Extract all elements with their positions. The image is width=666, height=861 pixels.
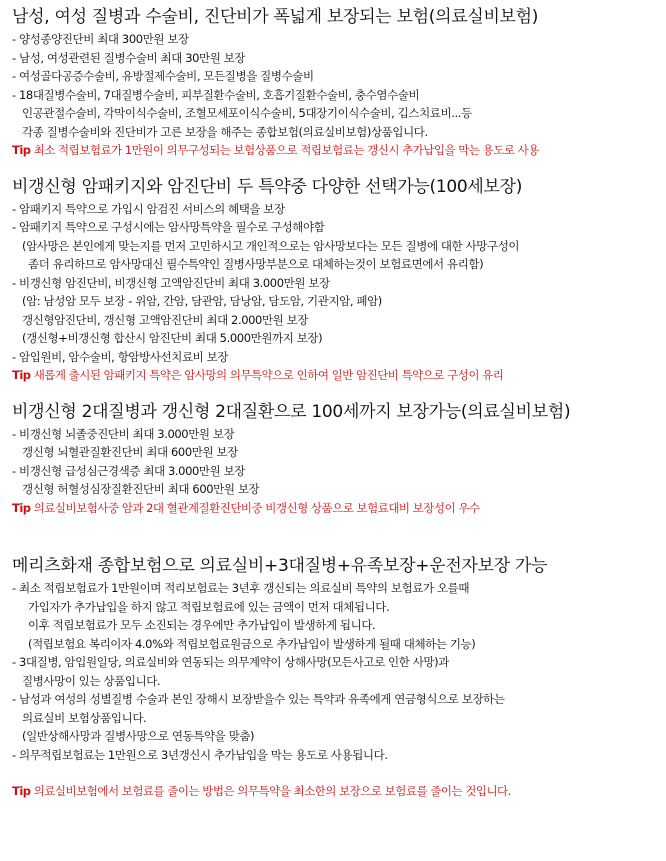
section-heading: 남성, 여성 질병과 수술비, 진단비가 폭넓게 보장되는 보험(의료실비보험) — [12, 7, 539, 27]
tip-note — [12, 782, 660, 801]
tip-text: 최소 적립보험료가 1만원이 의무구성되는 보험상품으로 적립보험료는 갱신시 추가납입을 막는 용도로 사용 — [33, 143, 539, 157]
list-item: - 암입원비, 암수술비, 항암방사선치료비 보장 — [12, 349, 229, 364]
section-heading: 메리츠화재 종합보험으로 의료실비+3대질병+유족보장+운전자보장 가능 — [12, 556, 548, 576]
list-item-continuation: (일반상해사망과 질병사망으로 연동특약을 맞춤) — [22, 729, 255, 743]
tip-text: 의료실비보험사중 암과 2대 혈관계질환진단비중 비갱신형 상품으로 보험료대비 보장성이 우수 — [33, 500, 480, 515]
list-item: - 암패키지 특약으로 구성시에는 암사망특약을 필수로 구성해야함 — [12, 220, 325, 234]
tip-label: Tip — [12, 143, 31, 157]
list-item-continuation: 질병사망이 있는 상품입니다. — [22, 673, 161, 688]
list-item: - 암패키지 특약으로 가입시 암검진 서비스의 혜택을 보장 — [12, 201, 285, 216]
section-cancer-package — [12, 176, 660, 385]
list-item-continuation: 이후 적립보험료가 모두 소진되는 경우에만 추가납입이 발생하게 됩니다. — [28, 618, 376, 632]
list-item-continuation: 갱신형 뇌혈관질환진단비 최대 600만원 보장 — [22, 445, 238, 459]
tip-text: 의료실비보험에서 보험료를 줄이는 방법은 의무특약을 최소한의 보장으로 보험료를 줄이는 것입니다. — [33, 784, 511, 798]
section-heading: 비갱신형 암패키지와 암진단비 두 특약중 다양한 선택가능(100세보장) — [12, 176, 523, 197]
list-item: - 최소 적립보험료가 1만원이며 적리보험료는 3년후 갱신되는 의료실비 특약의 보험료가 오를때 — [12, 581, 470, 595]
list-item-continuation: 인공관절수술비, 각막이식수술비, 조혈모세포이식수술비, 5대장기이식수술비, 깁스치료비...등 — [22, 106, 472, 120]
tip-text: 새롭게 출시된 암패키지 특약은 암사망의 의무특약으로 인하여 일반 암진단비 특약으로 구성이 유리 — [33, 368, 504, 382]
tip-label: Tip — [12, 500, 31, 515]
section-heading: 비갱신형 2대질병과 갱신형 2대질환으로 100세까지 보장가능(의료실비보험) — [12, 401, 571, 422]
tip-label: Tip — [12, 784, 31, 798]
list-item: - 남성, 여성관련된 질병수술비 최대 30만원 보장 — [12, 50, 246, 65]
list-item: - 의무적립보험료는 1만원으로 3년갱신시 추가납입을 막는 용도로 사용됩니다. — [12, 747, 388, 762]
list-item: - 여성골다공증수술비, 유방절제수술비, 모든질병을 질병수술비 — [12, 69, 314, 83]
tip-note — [12, 499, 660, 518]
list-item: - 비갱신형 급성심근경색증 최대 3.000만원 보장 — [12, 463, 246, 478]
section-women-men-coverage — [12, 6, 660, 160]
list-item-continuation: 갱신형암진단비, 갱신형 고액암진단비 최대 2.000만원 보장 — [22, 312, 309, 327]
list-item-continuation: 각종 질병수술비와 진단비가 고른 보장을 해주는 종합보험(의료실비보험)상품입니다. — [22, 124, 428, 139]
list-item-continuation: (적립보험요 복리이자 4.0%와 적립보험료원금으로 추가납입이 발생하게 될때 대체하는 기능) — [28, 636, 476, 651]
list-item-continuation: 좀더 유리하므로 암사망대신 필수특약인 질병사망부분으로 대체하는것이 보험료면에서 유리함) — [28, 257, 484, 271]
list-item-continuation: 의료실비 보험상품입니다. — [22, 710, 147, 725]
list-item: - 18대질병수술비, 7대질병수술비, 피부질환수술비, 호흡기질환수술비, 충수염수술비 — [12, 87, 420, 102]
list-item: - 3대질병, 암입원일당, 의료실비와 연동되는 의무계약이 상해사망(모든사고로 인한 사망)과 — [12, 655, 449, 669]
list-item-continuation: (갱신형+비갱신형 합산시 암진단비 최대 5.000만원까지 보장) — [22, 331, 323, 345]
section-meritz-comprehensive — [12, 555, 660, 801]
list-item: - 비갱신형 뇌졸중진단비 최대 3.000만원 보장 — [12, 426, 235, 441]
list-item: - 양성종양진단비 최대 300만원 보장 — [12, 32, 189, 46]
tip-label: Tip — [12, 368, 31, 382]
list-item-continuation: (암사망은 본인에게 맞는지를 먼저 고민하시고 개인적으로는 암사망보다는 모든 질병에 대한 사망구성이 — [22, 238, 520, 253]
list-item: - 남성과 여성의 성별질병 수술과 본인 장해시 보장받을수 있는 특약과 유족에게 연금형식으로 보장하는 — [12, 692, 505, 706]
tip-note — [12, 141, 660, 160]
section-two-diseases — [12, 401, 660, 518]
list-item-continuation: 가입자가 추가납입을 하지 않고 적립보험료에 있는 금액이 먼저 대체됩니다. — [28, 599, 390, 614]
list-item: - 비갱신형 암진단비, 비갱신형 고액암진단비 최대 3.000만원 보장 — [12, 275, 330, 290]
list-item-continuation: (암: 남성암 모두 보장 - 위암, 간암, 담관암, 담낭암, 담도암, 기관지암, 폐암) — [22, 294, 382, 308]
list-item-continuation: 갱신형 허혈성심장질환진단비 최대 600만원 보장 — [22, 482, 260, 496]
tip-note — [12, 366, 660, 385]
